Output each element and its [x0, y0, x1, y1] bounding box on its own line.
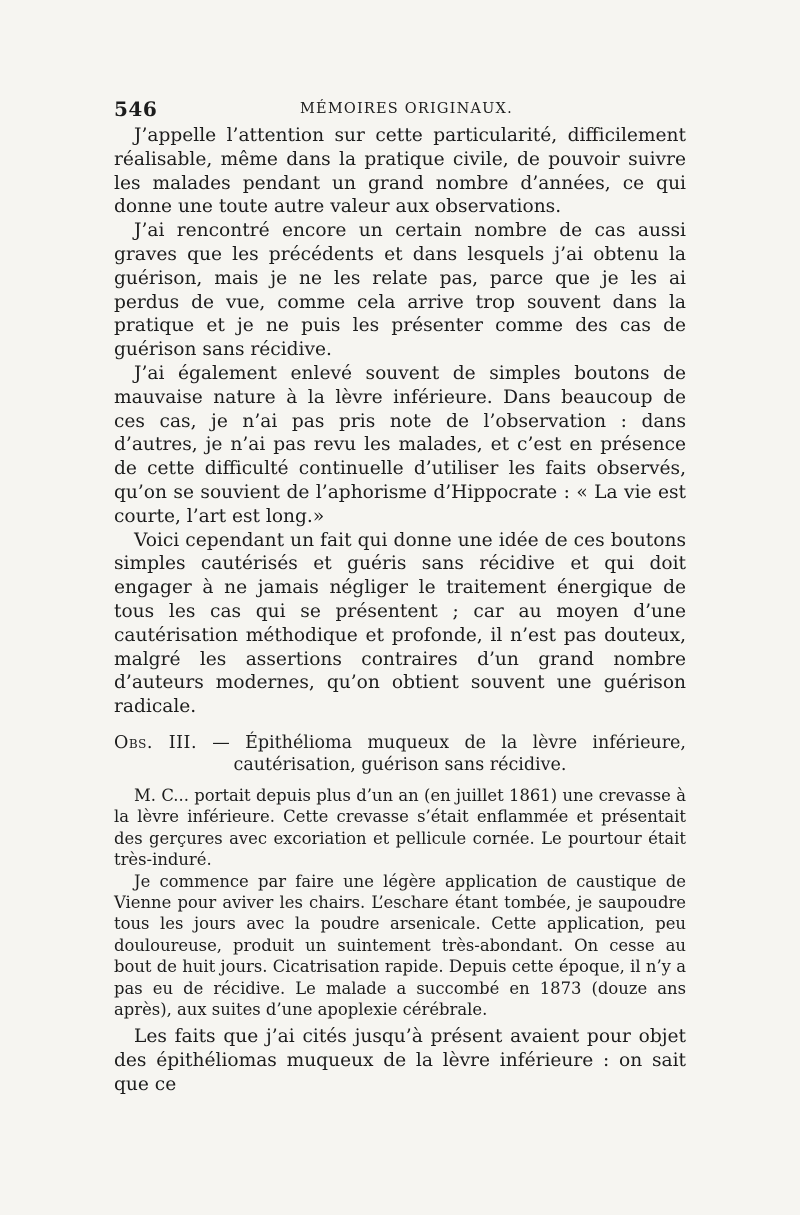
closing-paragraph: Les faits que j’ai cités jusqu’à présent avaient pour objet des épithéliomas muqueux de la lèvre inférieure : on sait que ce	[114, 1026, 686, 1095]
running-head: MÉMOIRES ORIGINAUX.	[300, 101, 513, 117]
paragraph: Voici cependant un fait qui donne une idée de ces boutons simples cautérisés et guéris sans récidive et qui doit engager à ne jamais négliger le traitement énergique de tous les cas qui se présentent ; car au moyen d’une cautérisation méthodique et profonde, il n’est pas douteux, malgré les assertions contraires d’un grand nombre d’auteurs modernes, qu’on obtient souvent une guérison radicale.	[114, 529, 686, 718]
observation-block	[114, 732, 686, 1020]
observation-paragraph: Je commence par faire une légère application de caustique de Vienne pour aviver les chairs. L’eschare étant tombée, je saupoudre tous les jours avec la poudre arsenicale. Cette application, peu douloureuse, produit un suintement très-abondant. On cesse au bout de huit jours. Cicatrisation rapide. Depuis cette époque, il n’y a pas eu de récidive. Le malade a succombé en 1873 (douze ans après), aux suites d’une apoplexie cérébrale.	[114, 871, 686, 1019]
paragraph: J’ai également enlevé souvent de simples boutons de mauvaise nature à la lèvre inférieure. Dans beaucoup de ces cas, je n’ai pas pris note de l’observation : dans d’autres, je n’ai pas revu les malades, et c’est en présence de cette difficulté continuelle d’utiliser les faits observés, qu’on se souvient de l’aphorisme d’Hippocrate : « La vie est courte, l’art est long.»	[114, 362, 686, 527]
observation-label: Obs. III.	[114, 732, 198, 753]
observation-title: Épithélioma muqueux de la lèvre inférieure, cautérisation, guérison sans récidive.	[233, 732, 686, 776]
page-number: 546	[114, 97, 158, 121]
paragraph: J’ai rencontré encore un certain nombre de cas aussi graves que les précédents et dans lesquels j’ai obtenu la guérison, mais je ne les relate pas, parce que je les ai perdus de vue, comme cela arrive trop souvent dans la pratique et je ne puis les présenter comme des cas de guérison sans récidive.	[114, 220, 686, 361]
observation-heading	[114, 732, 686, 777]
page-header	[114, 97, 686, 123]
body-text	[114, 124, 686, 1097]
observation-paragraph: M. C... portait depuis plus d’un an (en juillet 1861) une crevasse à la lèvre inférieure. Cette crevasse s’était enflammée et présentait des gerçures avec excoriation et pellicule cornée. Le pourtour était très-induré.	[114, 785, 686, 870]
observation-dash: —	[197, 732, 246, 753]
paragraph: J’appelle l’attention sur cette particularité, difficilement réalisable, même dans la pratique civile, de pouvoir suivre les malades pendant un grand nombre d’années, ce qui donne une toute autre valeur aux observations.	[114, 125, 686, 218]
